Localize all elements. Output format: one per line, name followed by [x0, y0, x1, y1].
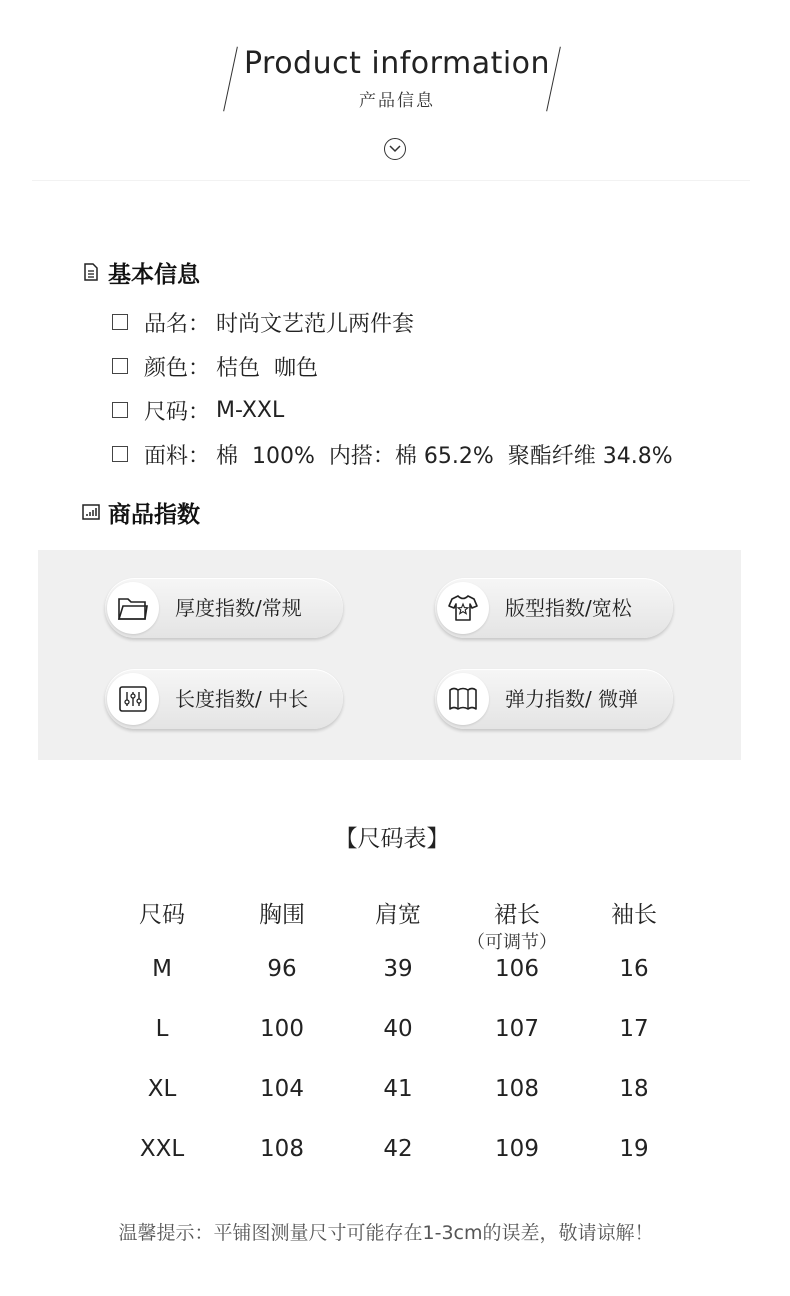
size-cell: 100: [260, 1016, 304, 1042]
size-cell: 109: [495, 1136, 539, 1162]
length-index-pill: [105, 669, 343, 729]
size-cell: 41: [383, 1076, 413, 1102]
size-cell: 19: [619, 1136, 649, 1162]
size-header: 肩宽: [375, 902, 421, 928]
document-icon: [82, 263, 100, 281]
measurement-tip: 温馨提示：平铺图测量尺寸可能存在1-3cm的误差，敬请谅解！: [118, 1222, 654, 1244]
length-index-label: 长度指数/ 中长: [175, 687, 309, 711]
size-cell: 106: [495, 956, 539, 982]
size-header-note: （可调节）: [467, 932, 557, 953]
checkbox-icon: [112, 402, 128, 418]
checkbox-icon: [112, 314, 128, 330]
size-header: 胸围: [259, 902, 305, 928]
fit-index-pill: [435, 578, 673, 638]
checkbox-icon: [112, 358, 128, 374]
info-key: 品名：: [144, 311, 211, 337]
size-cell: 104: [260, 1076, 304, 1102]
size-cell: 42: [383, 1136, 413, 1162]
checkbox-icon: [112, 446, 128, 462]
basic-info-heading: [82, 257, 200, 287]
info-value: 时尚文艺范儿两件套: [216, 311, 415, 337]
thickness-index-pill: [105, 578, 343, 638]
map-icon: [437, 673, 489, 725]
info-item-color: [112, 351, 318, 381]
size-cell: 16: [619, 956, 649, 982]
bar-chart-icon: [82, 503, 100, 521]
info-key: 面料：: [144, 443, 211, 469]
size-cell: XL: [147, 1076, 177, 1102]
size-cell: 96: [267, 956, 297, 982]
product-index-panel: [38, 550, 741, 760]
size-cell: 107: [495, 1016, 539, 1042]
page-subtitle: 产品信息: [359, 91, 435, 111]
tshirt-icon: [437, 582, 489, 634]
product-index-heading: [82, 497, 200, 527]
info-key: 颜色：: [144, 355, 211, 381]
size-cell: 39: [383, 956, 413, 982]
page-title: Product information: [243, 46, 551, 81]
stretch-index-pill: [435, 669, 673, 729]
fit-index-label: 版型指数/宽松: [505, 596, 632, 620]
size-header: 袖长: [611, 902, 657, 928]
thickness-index-label: 厚度指数/常规: [175, 596, 302, 620]
folder-icon: [107, 582, 159, 634]
sliders-icon: [107, 673, 159, 725]
basic-info-heading-label: 基本信息: [108, 261, 200, 288]
info-item-size: [112, 395, 284, 425]
size-cell: 18: [619, 1076, 649, 1102]
info-item-fabric: [112, 439, 673, 469]
size-header: 裙长: [494, 902, 540, 928]
info-value: 桔色 咖色: [216, 355, 319, 381]
size-header: 尺码: [139, 902, 185, 928]
size-cell: XXL: [139, 1136, 185, 1162]
info-value: M-XXL: [216, 397, 285, 423]
size-cell: L: [155, 1016, 169, 1042]
stretch-index-label: 弹力指数/ 微弹: [505, 687, 639, 711]
chevron-down-icon[interactable]: [384, 138, 406, 160]
size-cell: 108: [495, 1076, 539, 1102]
info-item-name: [112, 307, 414, 337]
info-key: 尺码：: [144, 399, 211, 425]
size-cell: 40: [383, 1016, 413, 1042]
info-value: 棉 100% 内搭：棉 65.2% 聚酯纤维 34.8%: [216, 443, 673, 469]
size-cell: 108: [260, 1136, 304, 1162]
size-cell: M: [152, 956, 172, 982]
size-cell: 17: [619, 1016, 649, 1042]
product-index-heading-label: 商品指数: [108, 501, 200, 528]
header-divider: [32, 180, 750, 181]
size-table-title: 【尺码表】: [334, 826, 450, 852]
